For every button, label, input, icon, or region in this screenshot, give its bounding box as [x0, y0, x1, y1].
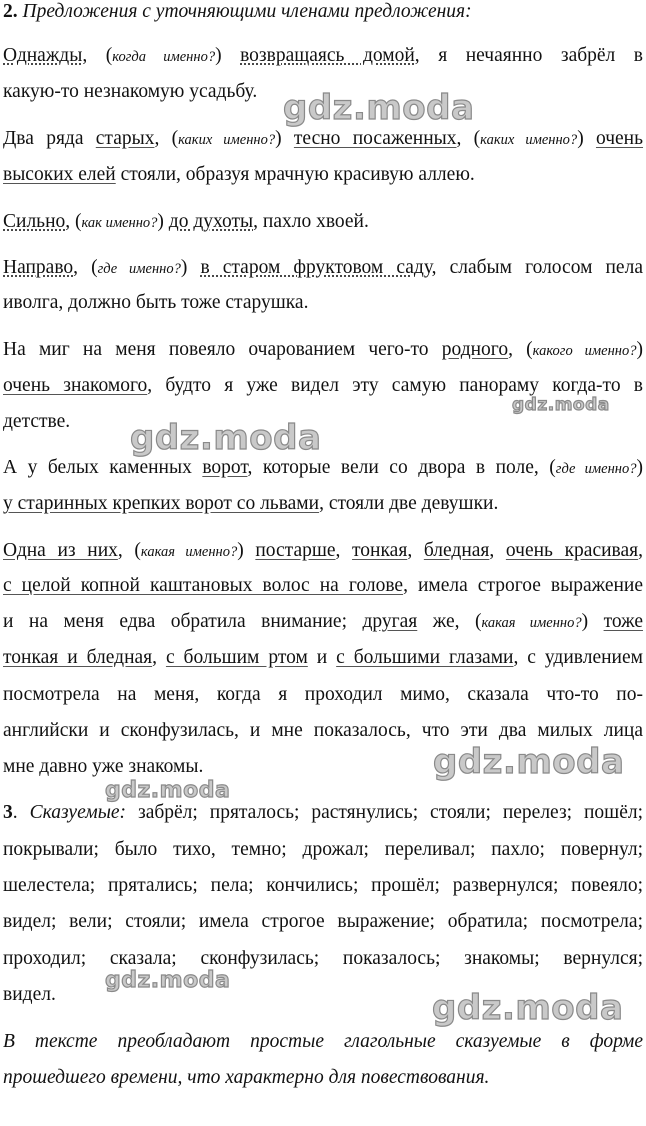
text: ): [275, 128, 294, 149]
clarified-member: родного: [441, 339, 509, 360]
watermark: gdz.moda: [105, 968, 231, 993]
text: Два ряда: [3, 128, 96, 149]
clarifying-member: возвращаясь домой: [240, 45, 415, 66]
sentence-3: [3, 210, 643, 235]
text: , (: [65, 211, 82, 232]
text: видел.: [3, 984, 56, 1005]
question: когда именно?: [112, 49, 216, 65]
text: стояли, образуя мрачную красивую аллею.: [115, 164, 475, 185]
watermark: gdz.moda: [432, 988, 624, 1028]
text: ,: [407, 540, 424, 561]
text: прошедшего времени, что характерно для повествования.: [3, 1067, 490, 1088]
text: В тексте преобладают простые глагольные сказуемые в форме: [3, 1031, 643, 1052]
sentence-6-line-2: [3, 492, 643, 516]
question: где именно?: [555, 461, 637, 477]
text: , которые вели со двора в поле, (: [247, 457, 556, 478]
watermark: gdz.moda: [105, 778, 231, 803]
sentence-7-line-3: [3, 610, 643, 635]
text: , слабым голосом пела: [431, 257, 643, 278]
clarified-member: Сильно: [3, 211, 66, 232]
clarifying-member: тонкая: [352, 540, 408, 561]
question: каких именно?: [178, 132, 276, 148]
question: какого именно?: [532, 343, 637, 359]
sentence-6-line-1: [3, 456, 643, 481]
text: ): [215, 45, 241, 66]
question: какая именно?: [140, 544, 238, 560]
text: , (: [82, 45, 113, 66]
clarified-member: ворот: [202, 457, 248, 478]
question: как именно?: [81, 215, 158, 231]
exercise-3-line-3: [3, 874, 643, 898]
text: и: [307, 647, 337, 668]
text: , (: [456, 128, 481, 149]
clarifying-member: до духоты: [168, 211, 254, 232]
text: детстве.: [3, 411, 71, 432]
question: где именно?: [97, 261, 181, 277]
clarifying-member: с целой копной каштановых волос на голове: [3, 575, 404, 596]
text: ,: [152, 647, 166, 668]
exercise-2-heading: [3, 0, 643, 24]
clarified-member: Одна из них: [3, 540, 118, 561]
clarifying-member: с большими глазами: [336, 647, 514, 668]
watermark: gdz.moda: [130, 418, 322, 458]
clarifying-member: бледная: [423, 540, 490, 561]
clarifying-member: в старом фруктовом саду: [200, 257, 432, 278]
text: шелестела; прятались; пела; кончились; прошёл; развернулся; повеяло;: [3, 875, 643, 896]
text: мне давно уже знакомы.: [3, 756, 204, 777]
text: , имела строгое выражение: [403, 575, 643, 596]
sentence-2-line-1: [3, 127, 643, 152]
conclusion-line-2: [3, 1066, 643, 1090]
watermark: gdz.moda: [283, 88, 475, 128]
text: , (: [73, 257, 98, 278]
text: и на меня едва обратила внимание;: [3, 611, 363, 632]
text: ,: [638, 540, 643, 561]
text: какую-то незнакомую усадьбу.: [3, 81, 258, 102]
sentence-4-line-2: [3, 291, 643, 315]
question: каких именно?: [480, 132, 578, 148]
clarifying-member: высоких елей: [3, 164, 116, 185]
clarifying-member: тонкая и бледная: [3, 647, 153, 668]
clarified-member: старых: [95, 128, 155, 149]
text: посмотрела на меня, когда я проходил мимо, сказала что-то по-: [3, 684, 643, 705]
watermark: gdz.moda: [433, 742, 625, 782]
clarified-member: другая: [362, 611, 418, 632]
text: забрёл; пряталось; растянулись; стояли; перелез; пошёл;: [126, 802, 644, 823]
text: , пахло хвоей.: [253, 211, 369, 232]
text: ): [581, 611, 604, 632]
sentence-1-line-1: [3, 44, 643, 69]
question: какая именно?: [481, 615, 582, 631]
text: ): [237, 540, 256, 561]
text: же, (: [417, 611, 482, 632]
text: английски и сконфузилась, и мне показалось, что эти два милых лица: [3, 720, 643, 741]
clarifying-member: тоже: [603, 611, 643, 632]
exercise-3-label: Сказуемые:: [29, 802, 127, 823]
text: покрывали; было тихо, темно; дрожал; переливал; пахло; повернул;: [3, 839, 643, 860]
text: , (: [508, 339, 533, 360]
text: , с удивлением: [513, 647, 643, 668]
clarified-member: Направо: [3, 257, 74, 278]
sentence-7-line-5: [3, 683, 643, 707]
exercise-3-line-5: [3, 947, 643, 971]
exercise-3-line-4: [3, 910, 643, 934]
sentence-5-line-1: [3, 338, 643, 363]
text: А у белых каменных: [3, 457, 203, 478]
text: .: [12, 802, 18, 823]
sentence-7-line-4: [3, 646, 643, 670]
text: , будто я уже видел эту самую панораму когда-то в: [147, 375, 644, 396]
sentence-7-line-6: [3, 719, 643, 743]
sentence-4-line-1: [3, 256, 643, 281]
clarifying-member: очень красивая: [505, 540, 639, 561]
text: ): [636, 457, 643, 478]
exercise-3-line-2: [3, 838, 643, 862]
clarifying-member: очень знакомого: [3, 375, 148, 396]
watermark: gdz.moda: [512, 395, 610, 415]
clarifying-member: очень: [595, 128, 644, 149]
sentence-7-line-1: [3, 539, 643, 564]
clarifying-member: тесно посаженных: [293, 128, 457, 149]
exercise-3-line-1: [3, 801, 643, 825]
text: проходил; сказала; сконфузилась; показалось; знакомы; вернулся;: [3, 948, 643, 969]
text: , стояли две девушки.: [319, 493, 499, 514]
text: , я нечаянно забрёл в: [414, 45, 644, 66]
text: На миг на меня повеяло очарованием чего-то: [3, 339, 442, 360]
clarifying-member: у старинных крепких ворот со львами: [3, 493, 320, 514]
text: ): [180, 257, 201, 278]
text: ,: [335, 540, 353, 561]
text: иволга, должно быть тоже старушка.: [3, 292, 309, 313]
sentence-7-line-2: [3, 574, 643, 598]
text: видел; вели; стояли; имела строгое выражение; обратила; посмотрела;: [3, 911, 643, 932]
clarified-member: Однажды: [3, 45, 83, 66]
sentence-2-line-2: [3, 163, 643, 187]
text: , (: [154, 128, 179, 149]
text: , (: [117, 540, 141, 561]
text: ,: [489, 540, 506, 561]
clarifying-member: с большим ртом: [165, 647, 308, 668]
exercise-2-number: 2.: [3, 1, 18, 22]
text: ): [157, 211, 169, 232]
conclusion-line-1: [3, 1030, 643, 1054]
exercise-2-title: Предложения с уточняющими членами предложения:: [22, 1, 472, 22]
text: ): [636, 339, 643, 360]
clarifying-member: постарше: [255, 540, 336, 561]
text: ): [577, 128, 596, 149]
exercise-3-number: 3: [3, 802, 13, 823]
